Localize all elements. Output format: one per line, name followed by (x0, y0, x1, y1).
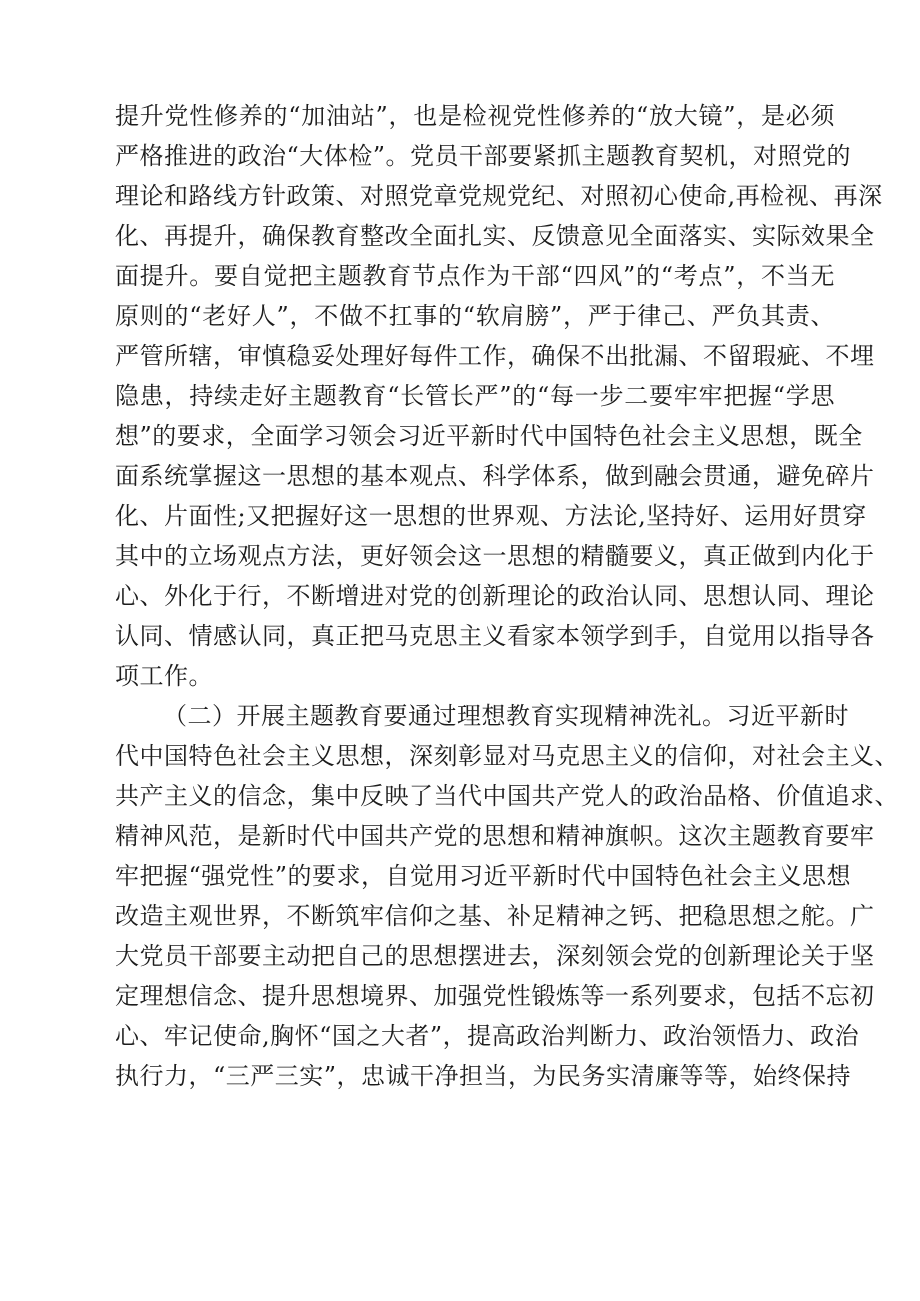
paragraph-line: 想”的要求，全面学习领会习近平新时代中国特色社会主义思想，既全 (115, 422, 863, 450)
paragraph-line: 代中国特色社会主义思想，深刻彰显对马克思主义的信仰，对社会主义、 (115, 742, 899, 770)
paragraph-line: 隐患，持续走好主题教育“长管长严”的“每一步二要牢牢把握“学思 (115, 382, 835, 410)
paragraph-line: 认同、情感认同，真正把马克思主义看家本领学到手，自觉用以指导各 (115, 622, 875, 650)
paragraph-line: 面提升。要自觉把主题教育节点作为干部“四风”的“考点”，不当无 (115, 262, 835, 290)
document-body (115, 96, 899, 1096)
paragraph-line: 原则的“老好人”，不做不扛事的“软肩膀”，严于律己、严负其责、 (115, 302, 835, 330)
paragraph-line: 提升党性修养的“加油站”，也是检视党性修养的“放大镜”，是必须 (115, 102, 835, 130)
paragraph-line: 项工作。 (115, 662, 213, 690)
paragraph-heading-line: （二）开展主题教育要通过理想教育实现精神洗礼。习近平新时 (163, 702, 849, 730)
paragraph-line: 面系统掌握这一思想的基本观点、科学体系，做到融会贯通，避免碎片 (115, 462, 875, 490)
paragraph-line: 共产主义的信念，集中反映了当代中国共产党人的政治品格、价值追求、 (115, 782, 899, 810)
paragraph-line: 精神风范，是新时代中国共产党的思想和精神旗帜。这次主题教育要牢 (115, 822, 875, 850)
paragraph-line: 严管所辖，审慎稳妥处理好每件工作，确保不出批漏、不留瑕疵、不埋 (115, 342, 875, 370)
paragraph-line: 其中的立场观点方法，更好领会这一思想的精髓要义，真正做到内化于 (115, 542, 875, 570)
paragraph-line: 化、再提升，确保教育整改全面扎实、反馈意见全面落实、实际效果全 (115, 222, 875, 250)
paragraph-line: 心、牢记使命,胸怀“国之大者”，提高政治判断力、政治领悟力、政治 (115, 1022, 860, 1050)
paragraph-line: 执行力，“三严三实”，忠诚干净担当，为民务实清廉等等，始终保持 (115, 1062, 852, 1090)
paragraph-line: 定理想信念、提升思想境界、加强党性锻炼等一系列要求，包括不忘初 (115, 982, 875, 1010)
paragraph-line: 牢把握“强党性”的要求，自觉用习近平新时代中国特色社会主义思想 (115, 862, 852, 890)
paragraph-line: 改造主观世界，不断筑牢信仰之基、补足精神之钙、把稳思想之舵。广 (115, 902, 875, 930)
paragraph-line: 化、片面性;又把握好这一思想的世界观、方法论,坚持好、运用好贯穿 (115, 502, 867, 530)
paragraph-2 (115, 696, 899, 1096)
paragraph-1 (115, 96, 883, 696)
paragraph-line: 大党员干部要主动把自己的思想摆进去，深刻领会党的创新理论关于坚 (115, 942, 875, 970)
paragraph-line: 理论和路线方针政策、对照党章党规党纪、对照初心使命,再检视、再深 (115, 182, 883, 210)
paragraph-line: 严格推进的政治“大体检”。党员干部要紧抓主题教育契机，对照党的 (115, 142, 852, 170)
paragraph-line: 心、外化于行，不断增进对党的创新理论的政治认同、思想认同、理论 (115, 582, 875, 610)
